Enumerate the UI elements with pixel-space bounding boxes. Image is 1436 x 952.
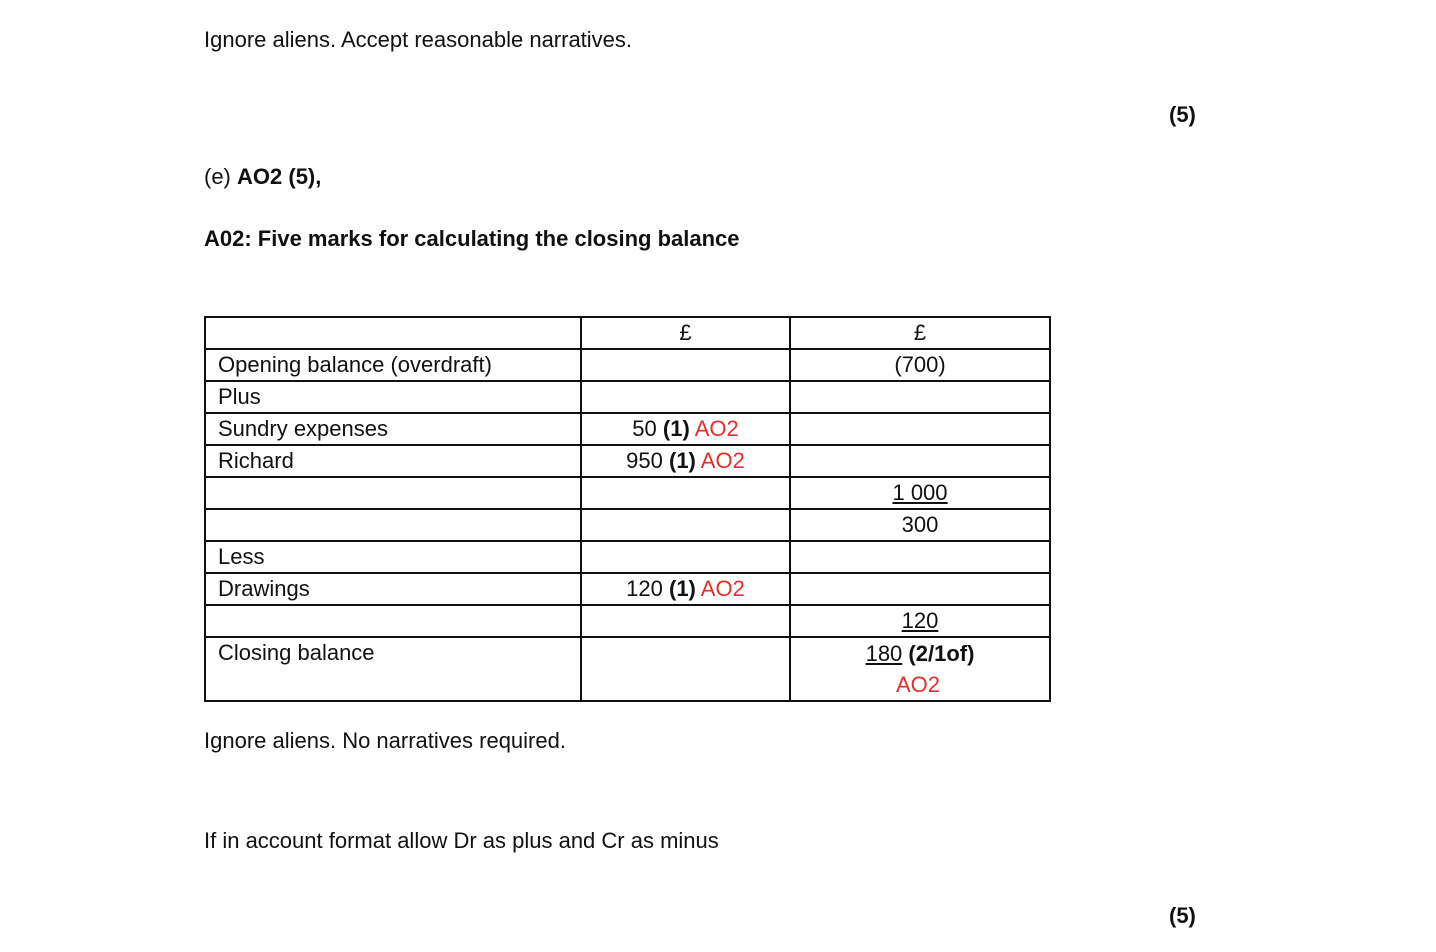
row-label: Less [205, 541, 581, 573]
row-label [205, 605, 581, 637]
row-col1 [581, 541, 790, 573]
row-col1 [581, 381, 790, 413]
table-row-closing [205, 637, 1050, 701]
row-col1 [581, 573, 790, 605]
row-col1 [581, 413, 790, 445]
row-label [205, 509, 581, 541]
row-col1 [581, 477, 790, 509]
row-label: Sundry expenses [205, 413, 581, 445]
amount-value: 120 [626, 576, 663, 601]
table-row [205, 381, 1050, 413]
row-col2 [790, 477, 1050, 509]
table-row [205, 349, 1050, 381]
table-row [205, 541, 1050, 573]
mark-value: (1) [662, 416, 690, 441]
row-label: Plus [205, 381, 581, 413]
table-row [205, 445, 1050, 477]
part-ao: AO2 (5), [237, 164, 322, 189]
row-col1 [581, 445, 790, 477]
row-col2 [790, 573, 1050, 605]
table-row [205, 573, 1050, 605]
after-table-note: Ignore aliens. No narratives required. [204, 728, 566, 753]
row-col2 [790, 445, 1050, 477]
row-col2 [790, 605, 1050, 637]
row-col2: 300 [790, 509, 1050, 541]
row-col1 [581, 637, 790, 701]
header-col2: £ [790, 317, 1050, 349]
section-heading: A02: Five marks for calculating the closing balance [204, 226, 740, 251]
row-col2 [790, 637, 1050, 701]
balance-table [204, 316, 1051, 702]
subtotal-value: 1 000 [892, 480, 948, 505]
row-col1 [581, 509, 790, 541]
closing-ao-label: AO2 [896, 672, 941, 697]
drawings-total-value: 120 [901, 608, 939, 633]
marks-top: (5) [1169, 102, 1196, 127]
row-col2 [790, 381, 1050, 413]
table-row [205, 477, 1050, 509]
row-col2 [790, 413, 1050, 445]
table-row [205, 605, 1050, 637]
closing-amount-value: 180 [865, 641, 903, 666]
part-heading [204, 162, 321, 192]
mark-value: (1) [669, 448, 696, 473]
part-label: (e) [204, 164, 231, 189]
row-col2 [790, 541, 1050, 573]
account-format-note: If in account format allow Dr as plus and Cr as minus [204, 828, 719, 853]
table-row [205, 509, 1050, 541]
row-label [205, 477, 581, 509]
amount-value: 50 [632, 416, 657, 441]
row-col1 [581, 349, 790, 381]
ao-label: AO2 [700, 576, 745, 601]
row-label: Closing balance [205, 637, 581, 701]
row-label: Drawings [205, 573, 581, 605]
header-label [205, 317, 581, 349]
marks-bottom: (5) [1169, 903, 1196, 928]
row-col1 [581, 605, 790, 637]
closing-amount-line [803, 638, 1037, 669]
table-row [205, 413, 1050, 445]
mark-value: (1) [669, 576, 696, 601]
row-label: Opening balance (overdraft) [205, 349, 581, 381]
row-label: Richard [205, 445, 581, 477]
amount-value: 950 [626, 448, 663, 473]
header-col1: £ [581, 317, 790, 349]
closing-mark-value: (2/1of) [908, 641, 975, 666]
ao-label: AO2 [694, 416, 739, 441]
table-header-row [205, 317, 1050, 349]
row-col2: (700) [790, 349, 1050, 381]
ao-label: AO2 [700, 448, 745, 473]
intro-note: Ignore aliens. Accept reasonable narratives. [204, 27, 633, 52]
